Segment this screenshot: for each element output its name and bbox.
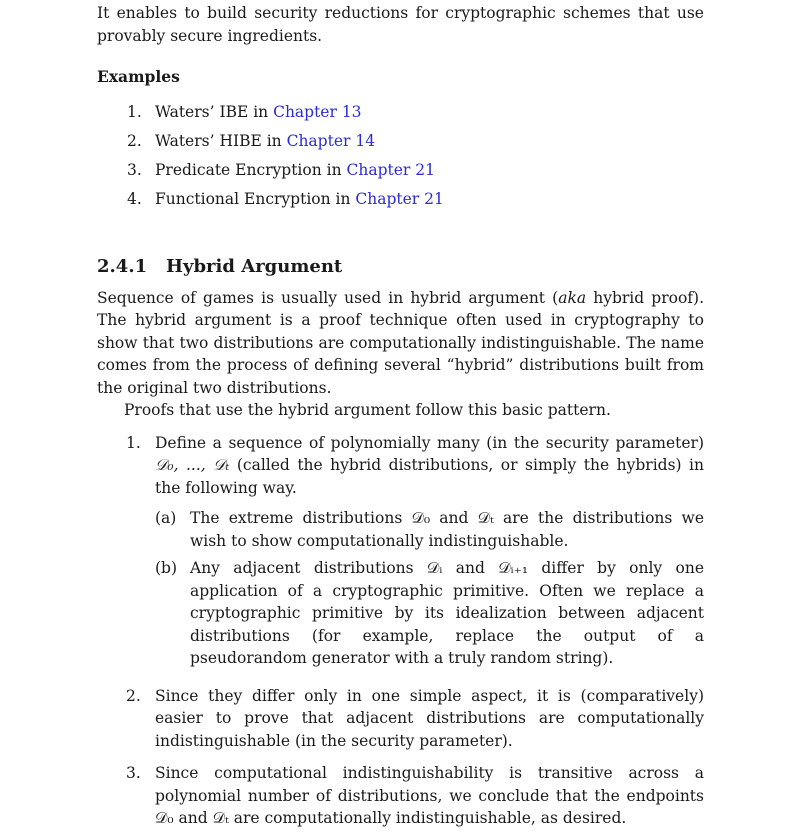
list-item [97, 185, 704, 214]
list-item-text: Since they differ only in one simple aspect, it is (comparatively) easier to prove that adjacent distributions are computationally indistinguishable (in the security parameter). [155, 686, 704, 750]
list-item-number: 3. [126, 764, 141, 782]
math-expression: 𝒟₀, ..., 𝒟ₜ [155, 456, 230, 474]
intro-paragraph: It enables to build security reductions for cryptographic schemes that use provably secure ingredients. [97, 4, 704, 45]
section-heading [97, 254, 704, 280]
chapter-link[interactable]: Chapter 21 [355, 189, 444, 208]
list-item-text: Since computational indistinguishability is transitive across a polynomial number of distributions, we conclude that the endpoints 𝒟₀ and 𝒟ₜ are computationally indistinguishable, as desired. [155, 764, 704, 827]
list-item [97, 685, 704, 753]
list-item-number: 3. [127, 160, 142, 179]
steps-list [97, 432, 704, 830]
list-item-number: 1. [127, 102, 142, 121]
list-item [97, 432, 704, 675]
list-item-text: Functional Encryption in [155, 189, 356, 208]
sub-list-text: The extreme distributions 𝒟₀ and 𝒟ₜ are the distributions we wish to show computationally indistinguishable. [190, 509, 704, 550]
list-item-text: Predicate Encryption in [155, 160, 347, 179]
examples-heading: Examples [97, 67, 180, 86]
sub-list-item [155, 557, 704, 670]
section-title: Hybrid Argument [166, 255, 343, 277]
section-lead: Proofs that use the hybrid argument follow this basic pattern. [124, 401, 611, 419]
list-item-text: Define a sequence of polynomially many (in the security parameter) [155, 433, 704, 452]
paragraph-emphasis: aka [558, 288, 587, 307]
section-number: 2.4.1 [97, 255, 148, 277]
chapter-link[interactable]: Chapter 21 [346, 160, 435, 179]
paragraph-text: hybrid proof). The hybrid argument is a proof technique often used in cryptography to show that two distributions are computationally indistinguishable. The name comes from the process of defining several “hybrid” distributions built from the original two distributions. [97, 288, 704, 397]
sub-list-text: Any adjacent distributions 𝒟ᵢ and 𝒟ᵢ₊₁ differ by only one application of a cryptographic primitive. Often we replace a cryptographic primitive by its idealization between adjacent distributions (for example, replace the output of a pseudorandom generator with a truly random string). [190, 559, 704, 667]
section-paragraph [97, 287, 704, 400]
list-item-text: (called the hybrid distributions, or simply the hybrids) in the following way. [155, 456, 704, 497]
list-item [97, 762, 704, 830]
list-item [97, 98, 704, 127]
sub-list [155, 507, 704, 670]
list-item-number: 2. [127, 131, 142, 150]
list-item-text: Waters’ HIBE in [155, 131, 287, 150]
examples-list [97, 98, 704, 214]
paragraph-text: Sequence of games is usually used in hybrid argument ( [97, 288, 559, 307]
page-content [97, 0, 704, 840]
list-item [97, 127, 704, 156]
list-item-number: 2. [126, 686, 141, 705]
list-item [97, 156, 704, 185]
list-item-number: 4. [127, 189, 142, 208]
chapter-link[interactable]: Chapter 14 [286, 131, 376, 150]
list-item-text: Waters’ IBE in [155, 102, 274, 121]
sub-list-label: (b) [155, 559, 178, 577]
chapter-link[interactable]: Chapter 13 [273, 102, 362, 121]
sub-list-item [155, 507, 704, 552]
sub-list-label: (a) [155, 509, 177, 527]
list-item-number: 1. [126, 433, 141, 452]
